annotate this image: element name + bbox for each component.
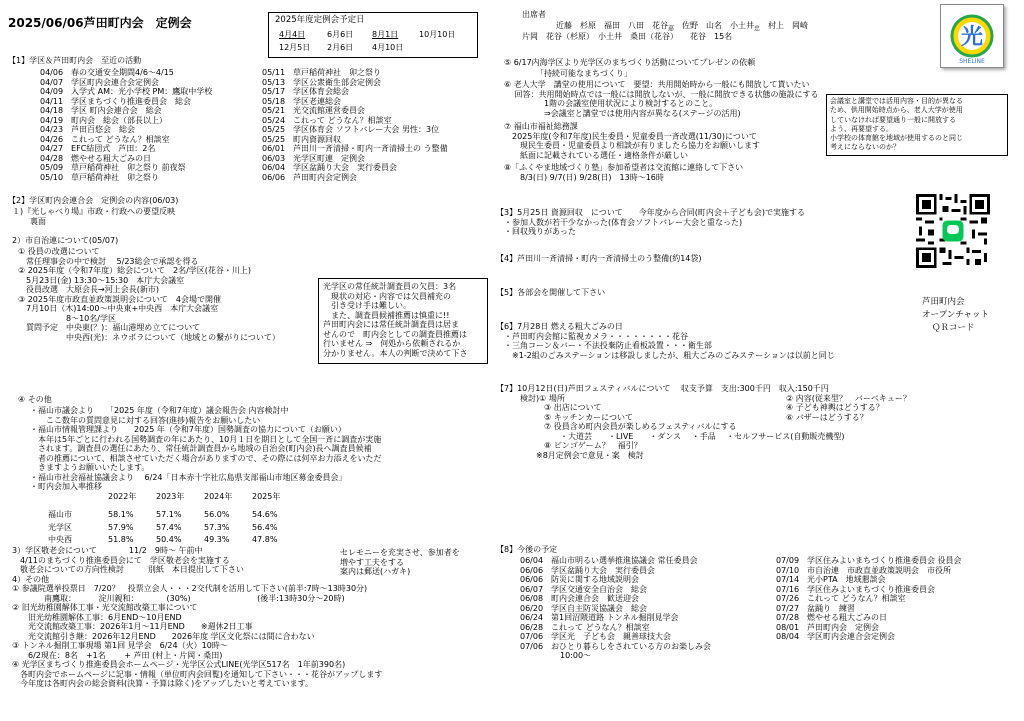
schedule-date: 12月5日 — [279, 43, 311, 52]
schedule-date: 2月6日 — [327, 43, 354, 52]
section-3: 【3】5月25日 資源回収 について 今年度から合同(町内会＋子ども会)で実施する ・参加人数が若干少なかった(体育会ソフトバレー大会と重なった) ・回収残りがあった — [496, 208, 805, 236]
list-item: 05/18 学区老連総会 — [262, 96, 342, 106]
list-item: 04/23 芦田百悠会 総会 — [40, 125, 136, 134]
list-item: 07/26 これって どうなん？相談室 — [776, 594, 906, 603]
s2-title: 【2】学区町内会連合会 定例会の内容(06/03) — [8, 196, 179, 205]
side-note-box — [826, 94, 1008, 156]
list-item: 08/01 芦田町内会 定例会 — [776, 622, 880, 632]
section-4: 【4】芦田川一斉清掃・町内一斉清掃土のう整備(約14袋) — [496, 254, 702, 263]
rate-table: 2022年 2023年 2024年 2025年 — [108, 492, 281, 501]
section-7-right: ② 内容(従来型？ バーベキュー？ ④ 子ども神輿はどうする？ ⑥ バザーはどうする？ — [786, 393, 911, 422]
list-item: 06/28 これって どうなん？相談室 — [520, 622, 650, 632]
qr-code[interactable] — [916, 194, 990, 268]
list-item: 06/07 学区交通安全自治会 総会 — [520, 584, 648, 594]
item-5: ⑤ 6/17内海学区より光学区のまちづくり活動についてプレゼンの依頼 — [504, 58, 756, 67]
schedule-date: 6月6日 — [327, 30, 354, 39]
list-item: 05/09 草戸稲荷神社 卯之祭り 前夜祭 — [40, 163, 186, 172]
ceremony-note: セレモニーを充実させ、参加者を 増やす工夫をする 案内は郵送(ハガキ) — [340, 548, 460, 576]
list-item: 04/19 町内会 総会（部長以上） — [40, 115, 168, 125]
list-item: 06/03 光学区町連 定例会 — [262, 153, 366, 163]
schedule-title: 2025年度定例会予定日 — [275, 15, 365, 25]
sun-logo-icon — [941, 5, 1003, 67]
list-item: 07/27 盆踊り 練習 — [776, 603, 856, 613]
s2-a-list: ① 役員の改選について 常任理事会の中で検討 5/23総会で承認を得る ② 2025年度（令和7年度）総会について 2名/学区(花谷・川上) 5月23日(金) 13:30～15:30 本庁大会議室 役員改選 大原会長→河上会長(新市) ③ 2025年度市政直並政策説明会について 4会場で開催 7月10日（木)14:00～中央東+中央西 本庁大会議室 8～10名/学区 質問予定 中央東(？)：福山港埋め立てについて 中央西(光)：ネウボラについて（地域との繋がりについて） — [18, 247, 280, 342]
section-6: 【6】7月28日 燃える粗大ごみの日 ・芦田町内会館に監視カメラ・・・・・・・・花谷 ・三角コーン＆バー・不法投棄防止看板設置・・・衛生部 ※1-2組のごみステーションは移設しましたが、粗大ごみのごみステーションは以前と同じ — [496, 322, 835, 360]
schedule-box — [268, 12, 478, 58]
s2-line2: 裏面 — [30, 217, 46, 226]
list-item: 04/11 学区まちづくり推進委員会 総会 — [40, 96, 191, 106]
qr-label: 芦田町内会 オープンチャット ＱＲコード — [922, 297, 989, 333]
list-item: 07/10 市自治連 市政直並政策説明会 市役所 — [776, 565, 952, 575]
list-item: 05/17 学区体育会総会 — [262, 87, 350, 96]
list-item: 07/06 おひとり暮らしをされている方のお楽しみ会 — [520, 641, 712, 651]
s8-left-list — [520, 556, 711, 661]
attendees-row1: 近藤 杉原 福田 八田 花谷$_嘉$ 佐野 山名 小土井$_忠$ 村上 岡崎 — [556, 21, 809, 33]
note-box — [318, 278, 488, 364]
list-item: 07/14 光小PTA 地域懇談会 — [776, 575, 886, 584]
section-5: 【5】各部会を開催して下さい — [496, 288, 606, 297]
section-7: 【7】10月12日(日)芦田フェスティバルについて 収支予算 支出:300千円 収入:150千円 検討)① 場所 ③ 出店について ⑤ キッチンカーについて ⑦ 役員含め町内会員が楽しめるフェスティバルにする ・大道芸 ・LIVE ・ダンス ・手品 ・セルフサービス(自動販売機型) ⑧ ビンゴゲーム？ 福引？ ※8月定例会で意見・案 検討 — [496, 384, 845, 460]
item-6: ⑥ 老人大学 講堂の使用について 要望：共用開始時から一般にも開放して貰いたい 回答：共用開始時点では一般には開放しないが、一般に開放できる状態の施設にする 1階の会議室使用状況により検討するとのこと。 ⇒会議室と講堂では使用内容が異なる(ステージの活用) — [504, 80, 819, 118]
list-item: 04/07 学区町内会連合会定例会 — [40, 77, 160, 87]
logo — [940, 4, 1004, 68]
list-item: 07/06 学区光 子ども会 親善球技大会 — [520, 632, 672, 641]
qr-code-icon — [916, 194, 990, 268]
s2-b-list: ・福山市議会より 「2025 年度（令和7年度）議会報告会 内容検討中 ここ数年の質問意見に対する回答(進捗)報告をお願いしたい ・福山市情報管理課より 2025 年（令和7年度）国勢調査の協力について（お願い） 本年は5年ごとに行われる国勢調査の年にあたり、10月１日を期日として全国一斉に調査が実施 されます。調査員の選任にあたり、常任統計調査員から地域の自治会(町内会)長へ調査員候補 者の推薦について、相談させていただく場合がありますので、その際には何卒お力添えをいただ きますようお願いいたします。 ・福山市社会福祉協議会より 6/24「日本赤十字社広島県支部福山市地区募金委員会」 ・町内会加入率推移 — [30, 406, 382, 491]
list-item: 08/04 学区町内会連合会定例会 — [776, 632, 896, 641]
schedule-date: 8月1日 — [372, 30, 399, 39]
list-item: 04/26 これって どうなん？相談室 — [40, 134, 170, 144]
list-item: 04/18 学区 町内会連合会 総会 — [40, 106, 162, 115]
list-item: 04/28 燃やせる粗大ごみの日 — [40, 153, 152, 163]
list-item: 05/24 これって どうなん？相談室 — [262, 115, 392, 125]
side-note-text: 会議室と講堂では活用内容・目的が異なる ため、供用開始時点から、老人大学が使用 していなければ要望通り一般に開放する よう、再要望する。 小学校の体育館を地域が使用するのと同じ 考えにならないのか？ — [830, 97, 963, 152]
s2-sub2: 2）市自治連について(05/07) — [12, 236, 119, 245]
list-item: 05/21 光交流館運営委員会 — [262, 106, 366, 115]
list-item: 06/06 防災に関する地域説明会 — [520, 575, 640, 584]
list-item: 06/20 学区自主防災協議会 総会 — [520, 603, 648, 613]
list-item: 10:00～ — [520, 651, 592, 660]
schedule-date: 4月4日 — [279, 30, 306, 39]
s2-c-list: 3）学区敬老会について 11/2 9時～ 午前中 4/11のまちづくり推進委員会にて 学区敬老会を実施する 敬老会についての方向性検討 別紙 本日提出して下さい 4）その他 ① 参議院選挙投票日 7/20？ 投票立会人・・・2交代制を活用して下さい(前半:7時～13時30分) 南鷹取： 淀川親和： (30%) (後半:13時30分～20時) ② 旧光幼稚園解体工事・光交流館改築工事について 旧光幼稚園解体工事：6月END～10月END 光交流館改築工事：2026年1月～11月END ※週休2日工事 光交流館引き継：2026年12月END 2026年度 学区文化祭には間に合わない ③ トンネル掘削工事現場 第1回 見学会 6/24（火）10時～ 6/2現在：8名 +1名 + 芦田 (村上・片岡・桑田) ④ 光学区まちづくり推進委員会ホームページ・光学区公式LINE(光学区517名 1年前390名) 各町内会でホームページに記事・情報（単位町内会回覧)を通知して下さい・・・花谷がアップします 今年度は各町内会の総会資料(決算・予算は除く)をアップしたいと考えています。 — [12, 546, 383, 688]
schedule-date: 4月10日 — [372, 43, 404, 52]
list-item: 07/28 燃やせる粗大ごみの日 — [776, 613, 888, 622]
list-item: 04/27 EFC結団式 芦田：2名 — [40, 144, 156, 153]
list-item: 06/24 第1回沼隈道路 トンネル掘削見学会 — [520, 613, 679, 622]
s8-right-list — [776, 556, 962, 642]
list-item: 05/11 草戸稲荷神社 卯之祭り — [262, 68, 382, 77]
list-item: 06/06 芦田町内会定例会 — [262, 172, 358, 182]
list-item: 06/01 芦田川一斉清掃・町内一斉清掃土の う整備 — [262, 144, 448, 153]
list-item: 05/25 町内資源回収 — [262, 134, 342, 144]
s8-title: 【8】今後の予定 — [496, 545, 558, 554]
schedule-date: 10月10日 — [419, 30, 456, 39]
list-item: 04/06 春の交通安全期間4/6～4/15 — [40, 68, 174, 77]
list-item: 05/13 学区公衆衛生部会定例会 — [262, 77, 382, 87]
list-item: 06/04 福山市明るい選挙推進協議会 常任委員会 — [520, 556, 698, 565]
rate-table-rows: 福山市 58.1% 57.1% 56.0% 54.6% 光学区 57.9% 57.4% 57.3% 56.4% 中央西 51.8% 50.4% 49.3% 47.8% — [48, 510, 278, 544]
list-item: 06/06 学区盆踊り大会 実行委員会 — [520, 565, 656, 575]
list-item: 05/10 草戸稲荷神社 卯之祭り — [40, 172, 160, 182]
s2-other-title: ④ その他 — [18, 395, 52, 404]
item-5b: 「持続可能なまちづくり」 — [536, 69, 632, 78]
logo-sub: SHELINE — [959, 58, 985, 65]
list-item: 06/04 学区盆踊り大会 実行委員会 — [262, 163, 398, 172]
item-7: ⑦ 福山市福祉総務課 2025年度(令和7年度)民生委員・児童委員一斉改選(11/30)について 現民生委員・児童委員より相談が有りましたら協力をお願いします 紙面に記載されている選任・適格条件が厳しい — [504, 122, 760, 160]
note-text: 光学区の常任統計調査員の欠員：3名 現状の対応・内容では欠員補充の 引き受け手は難しい。 また、調査員候補推薦は慎重に!! 芦田町内会には常任統計調査員は居ま せんので 町内会としての調査員推薦は 行いません ⇒ 何処から依頼されるか 分かりません。本人の判断で決めて下さ — [323, 282, 468, 358]
list-item: 05/25 学区体育会 ソフトバレー大会 男性：3位 — [262, 125, 440, 134]
attendees-row2: 片岡 花谷（杉原） 小土井 桑田（花谷） 花谷 15名 — [522, 32, 733, 41]
s2-line1: １)『光しゃべり場』市政・行政への要望反映 — [12, 207, 176, 216]
s1-title: 【1】学区＆芦田町内会 至近の活動 — [8, 56, 142, 65]
attendees-label: 出席者 — [522, 10, 546, 19]
s1-left-list — [40, 68, 212, 182]
list-item: 07/09 学区住みよいまちづくり推進委員会 役員会 — [776, 556, 962, 565]
list-item: 06/08 町内会連合会 歓送迎会 — [520, 594, 640, 603]
logo-char: 光 — [960, 25, 984, 50]
list-item: 04/09 入学式 AM：光小学校 PM：鷹取中学校 — [40, 87, 213, 96]
s1-right-list — [262, 68, 448, 182]
item-8: ⑧「ふくやま地域づくり塾」参加希望者は交流館に連絡して下さい 8/3(日) 9/7(日) 9/28(日) 13時～16時 — [504, 163, 744, 182]
page-title: 2025/06/06芦田町内会 定例会 — [8, 16, 192, 30]
list-item: 07/16 学区住みよいまちづくり推進委員会 — [776, 584, 935, 594]
